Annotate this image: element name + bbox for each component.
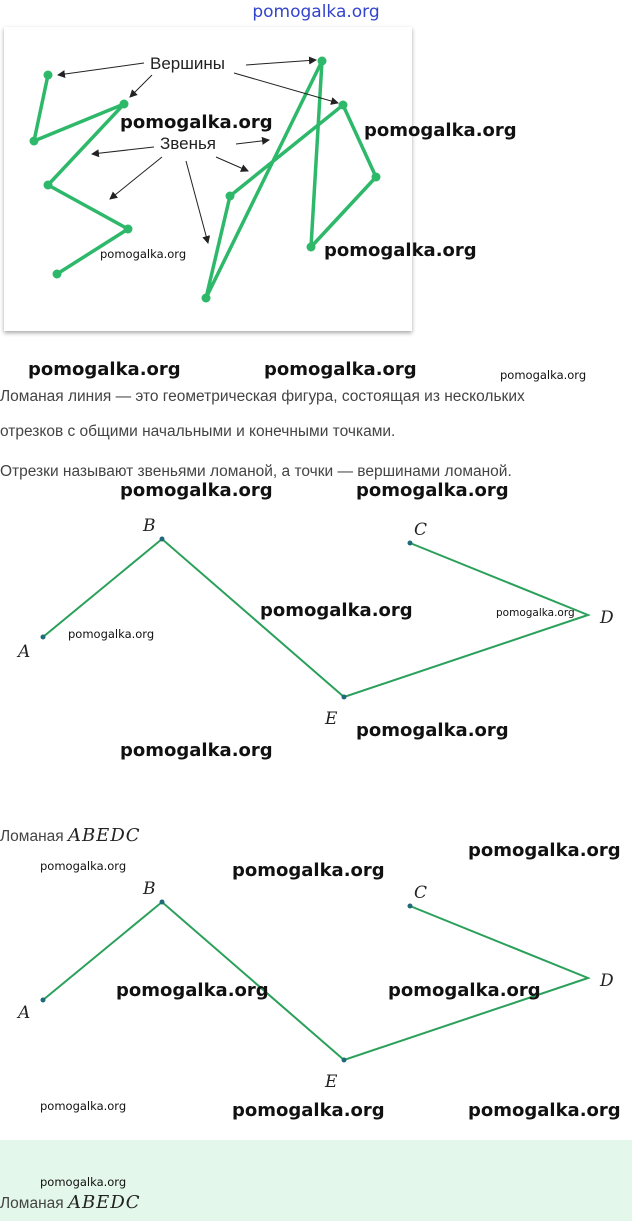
watermark: pomogalka.org	[468, 1100, 621, 1121]
watermark: pomogalka.org	[120, 112, 273, 133]
figure-polylines-illustration	[4, 27, 412, 331]
caption-2	[0, 1192, 141, 1213]
point-label-e: E	[325, 709, 338, 729]
watermark: pomogalka.org	[28, 359, 181, 380]
point-label-d: D	[600, 971, 614, 991]
watermark: pomogalka.org	[40, 859, 127, 873]
watermark: pomogalka.org	[500, 368, 587, 382]
definition-line-2: отрезков с общими начальными и конечными точками.	[0, 423, 396, 440]
site-link[interactable]: pomogalka.org	[252, 2, 380, 22]
point-label-c: C	[414, 883, 428, 903]
watermark: pomogalka.org	[232, 1100, 385, 1121]
polylines-svg	[4, 27, 412, 331]
point-label-b: B	[143, 879, 156, 899]
watermark: pomogalka.org	[356, 720, 509, 741]
polyline-left	[34, 75, 128, 274]
watermark: pomogalka.org	[264, 359, 417, 380]
watermark: pomogalka.org	[100, 247, 187, 261]
caption-1-prefix: Ломаная	[0, 828, 68, 845]
label-links: Звенья	[160, 134, 217, 153]
point-label-a: A	[18, 1003, 31, 1023]
caption-1	[0, 825, 141, 846]
watermark: pomogalka.org	[232, 860, 385, 881]
watermark: pomogalka.org	[40, 1175, 127, 1189]
point-label-e: E	[325, 1072, 338, 1092]
definition-line-3: Отрезки называют звеньями ломаной, а точки — вершинами ломаной.	[0, 463, 512, 480]
watermark: pomogalka.org	[260, 600, 413, 621]
watermark: pomogalka.org	[496, 607, 575, 619]
caption-2-prefix: Ломаная	[0, 1195, 68, 1212]
polyline-right-vertices	[202, 57, 381, 303]
point-label-a: A	[18, 642, 31, 662]
point-label-c: C	[414, 520, 428, 540]
watermark: pomogalka.org	[324, 240, 477, 261]
watermark: pomogalka.org	[388, 980, 541, 1001]
definition-line-1: Ломаная линия — это геометрическая фигура, состоящая из нескольких	[0, 388, 525, 405]
watermark: pomogalka.org	[364, 120, 517, 141]
caption-1-name: ABEDC	[67, 825, 141, 846]
point-label-d: D	[600, 608, 614, 628]
links-arrows	[92, 140, 269, 243]
watermark: pomogalka.org	[468, 840, 621, 861]
point-label-b: B	[143, 516, 156, 536]
watermark: pomogalka.org	[120, 480, 273, 501]
watermark: pomogalka.org	[68, 627, 155, 641]
watermark: pomogalka.org	[356, 480, 509, 501]
polyline-right	[206, 61, 376, 298]
watermark: pomogalka.org	[116, 980, 269, 1001]
caption-2-name: ABEDC	[67, 1192, 141, 1213]
watermark: pomogalka.org	[40, 1099, 127, 1113]
watermark: pomogalka.org	[120, 740, 273, 761]
label-vertices: Вершины	[150, 54, 225, 73]
